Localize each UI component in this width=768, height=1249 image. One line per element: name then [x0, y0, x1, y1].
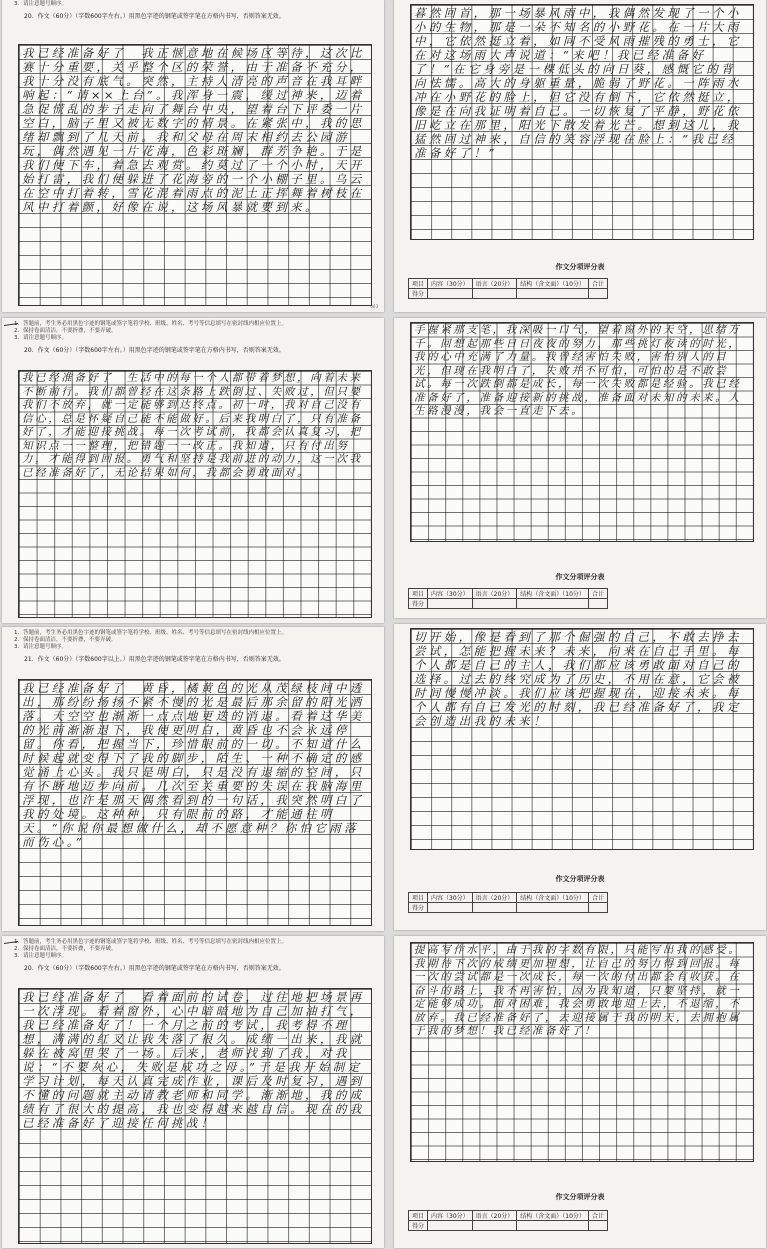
score-table: [408, 278, 608, 299]
score-header-language: 语言（20分）: [472, 279, 517, 289]
instruction-2: 2．保持卷面清洁，不要折叠，不要弄破。: [14, 637, 117, 643]
essay-grid: [18, 370, 372, 618]
score-header-total: 合计: [588, 1211, 607, 1221]
essay-grid: [410, 322, 754, 542]
essay-prompt: 21．作文（60分）（字数600字以上。）用黑色字迹的钢笔或签字笔在方格内书写，否则答案无效。: [24, 656, 285, 663]
instruction-3: 3．请注意题号顺序。: [14, 1, 67, 7]
score-row-label: 得分: [409, 903, 428, 913]
answer-sheet-5: [394, 0, 766, 312]
essay-text: 暮然回首，那一场暴风雨中，我偶然发现了一个小小的生物，那是一朵不知名的小野花。在一片大雨中，它依然挺立着，如同不受风雨摧残的勇士，它在对这场雨大声说道：“来吧！我已经准备好了！”在它身旁是一棵低头的向日葵，感慨它的背向怯懦。高大的身躯重量，脆弱了野花。一阵雨水冲在小野花的脸上，但它没有倒下，它依然挺立，像是在向我证明着自己。一切恢复了平静，野花依旧屹立在那里，阳光下散发着光芒。想到这儿，我猛然回过神来，自信的笑容浮现在脸上：“我已经准备好了！”: [414, 6, 742, 160]
score-header-item: 项目: [409, 893, 428, 903]
essay-grid: [410, 628, 754, 850]
score-row-label: 得分: [409, 1221, 428, 1231]
score-header-total: 合计: [588, 589, 607, 599]
score-header-item: 项目: [409, 589, 428, 599]
score-table-title: 作文分项评分表: [555, 1193, 605, 1201]
instruction-2: 2．保持卷面清洁，不要折叠，不要弄破。: [14, 328, 117, 334]
answer-sheet-8: [394, 936, 766, 1248]
score-header-structure: 结构（含文面）（10分）: [517, 1211, 589, 1221]
score-header-content: 内容（30分）: [428, 589, 473, 599]
essay-grid: [18, 988, 372, 1244]
score-row-label: 得分: [409, 599, 428, 609]
instruction-block: [2, 627, 384, 651]
essay-grid: [18, 679, 372, 926]
essay-text: 我已经准备好了 黄昏，橘黄色的光从茂绿枝间中透出，那纷纷扬扬不紧不慢的光是最后那余留的阳光洒落。天空空也渐渐一点点地更迭的消退。看着这华美的光前渐渐退下，我便更明白，黄昏也不会永远停留。你看，把握当下，珍惜眼前的一切。不知道什么时候起就变得下了我的脚步，陌生、一种不确定的感觉涌上心头。我只是明白，只是没有退缩的空间，只有不断地迈步向前。几次至关重要的失误在我脑海里浮现，也许是那天偶然看到的一句话，我突然明白了我的处境。这种种，只有眼前的路，才能通往明天。“你说你最想做什么，却不愿意种？你怕它雨落而伤心。”: [22, 681, 365, 849]
essay-prompt: 20．作文（60分）（字数600字左右。）用黑色字迹的钢笔或签字笔在方格内书写，否则答案无效。: [24, 13, 285, 20]
score-table-title: 作文分项评分表: [555, 263, 605, 271]
instruction-3: 3．请注意题号顺序。: [14, 953, 67, 959]
instruction-1: 1．答题前，考生务必用黑色字迹的钢笔或签字笔将学校、班级、姓名、考号等信息填写在密封线内相应位置上。: [14, 630, 288, 636]
score-table: [408, 588, 608, 609]
score-header-language: 语言（20分）: [472, 893, 517, 903]
score-table: [408, 1210, 608, 1231]
answer-sheet-2: [2, 318, 384, 623]
answer-sheet-3: [2, 627, 384, 931]
essay-text: 我已经准备好了 生活中的每一个人都带着梦想，向着未来不断前行。我们都曾经在这条路上跌倒过、失败过，但只要我们不放弃，就一定能够到达终点。初一时，我对自己没有信心，总是怀疑自己能不能做好。后来我明白了，只有准备好了，才能迎接挑战。每一次考试前，我都会认真复习，把知识点一一整理，把错题一一改正。我知道，只有付出努力，才能得到回报。勇气和坚持是我前进的动力，这一次我已经准备好了，无论结果如何，我都会勇敢面对。: [22, 372, 363, 479]
essay-text: 切开始，像是看到了那个倔强的自己，不敢去挣去尝试，怎能把握未来？未来，向来在自己手里。每个人都是自己的主人，我们都应该勇敢面对自己的选择。过去的终究成为了历史，不用在意，它会被时间慢慢冲淡。我们应该把握现在，迎接未来。每个人都有自己发光的时刻，我已经准备好了，我定会创造出我的未来！: [414, 630, 742, 728]
essay-text: 我已经准备好了 看着面前的试卷，过往地把场景再一次浮现。看着窗外，心中暗暗地为自己加油打气，我已经准备好了！一个月之前的考试，我考得不理想，满满的红叉让我失落了很久。成绩一出来，我就躲在被窝里哭了一场。后来，老师找到了我，对我说：“不要灰心，失败是成功之母。”于是我开始制定学习计划，每天认真完成作业，课后及时复习，遇到不懂的问题就主动请教老师和同学。渐渐地，我的成绩有了很大的提高，我也变得越来越自信。现在的我已经准备好了迎接任何挑战！: [22, 990, 365, 1130]
score-table: [408, 892, 608, 913]
score-header-content: 内容（30分）: [428, 279, 473, 289]
score-header-structure: 结构（含文面）（10分）: [517, 589, 589, 599]
answer-sheet-1: [2, 0, 384, 312]
answer-sheet-7: [394, 624, 766, 930]
instruction-block: [2, 936, 384, 960]
answer-sheet-4: [2, 936, 384, 1248]
essay-text: 我已经准备好了 我正惬意地在候场区等待，这次比赛十分重要，关乎整个区的荣誉，由于准备不充分，我十分没有底气。突然，主持人清亮的声音在我耳畔响起：“请××上台”。我浑身一震，缓过神来，迈着急促慌乱的步子走向了舞台中央，望着台下评委一片空白，脑子里又被无数字的情景。在紧张中，我的思绪却飘到了几天前。我和父母在周末相约去公园游玩，偶然遇见一片花海，色彩斑斓，群芳争艳。于是我们便下车，着急去观赏。约莫过了一个小时，天开始打雷，我们便躲进了花海旁的一个小棚子里。乌云在空中打着转，雪花混着雨点的泥土正挥舞着树枝在风中打着颤，好像在说，这场风暴就要到来。: [22, 46, 365, 214]
page-number: 003: [370, 304, 378, 309]
score-table-title: 作文分项评分表: [555, 875, 605, 883]
score-header-structure: 结构（含文面）（10分）: [517, 893, 589, 903]
instruction-3: 3．请注意题号顺序。: [14, 335, 67, 341]
score-header-content: 内容（30分）: [428, 893, 473, 903]
score-header-language: 语言（20分）: [472, 1211, 517, 1221]
score-header-item: 项目: [409, 1211, 428, 1221]
essay-prompt: 20．作文（60分）（字数600字左右。）用黑色字迹的钢笔或签字笔在方格内书写，否则答案无效。: [24, 347, 285, 354]
score-header-content: 内容（30分）: [428, 1211, 473, 1221]
instruction-1: 1．答题前，考生务必用黑色字迹的钢笔或签字笔将学校、班级、姓名、考号等信息填写在密封线内相应位置上。: [14, 939, 288, 945]
instruction-block: [2, 318, 384, 342]
essay-text: 提高写作水平，由于我的字数有限，只能写出我的感受。我期待下次的成绩更加理想，让自己的努力得到回报。每一次的尝试都是一次成长，每一次的付出都会有收获。在奋斗的路上，我不再害怕，因为我知道，只要坚持，就一定能够成功。面对困难，我会勇敢地迎上去，不退缩，不放弃。我已经准备好了，去迎接属于我的明天，去拥抱属于我的梦想！我已经准备好了！: [414, 944, 742, 1037]
score-header-total: 合计: [588, 279, 607, 289]
score-table-title: 作文分项评分表: [555, 573, 605, 581]
essay-text: 手握紧那支笔，我深吸一口气，望着窗外的天空，思绪万千。回想起那些日日夜夜的努力，那些挑灯夜读的时光，我的心中充满了力量。我曾经害怕失败，害怕别人的目光，但现在我明白了，失败并不可怕，可怕的是不敢尝试。每一次跌倒都是成长，每一次失败都是经验。我已经准备好了，准备迎接新的挑战，准备面对未知的未来。人生路漫漫，我会一直走下去。: [414, 324, 742, 417]
essay-prompt: 20．作文（60分）（字数600字左右。）用黑色字迹的钢笔或签字笔在方格内书写，否则答案无效。: [24, 965, 285, 972]
score-header-structure: 结构（含文面）（10分）: [517, 279, 589, 289]
instruction-1: 1．答题前，考生务必用黑色字迹的钢笔或签字笔将学校、班级、姓名、考号等信息填写在密封线内相应位置上。: [14, 321, 288, 327]
essay-grid: [410, 4, 754, 240]
score-header-item: 项目: [409, 279, 428, 289]
essay-grid: [410, 942, 754, 1162]
instruction-2: 2．保持卷面清洁，不要折叠，不要弄破。: [14, 946, 117, 952]
answer-sheet-6: [394, 318, 766, 618]
essay-grid: [18, 44, 372, 306]
score-header-total: 合计: [588, 893, 607, 903]
score-header-language: 语言（20分）: [472, 589, 517, 599]
instruction-3: 3．请注意题号顺序。: [14, 644, 67, 650]
score-row-label: 得分: [409, 289, 428, 299]
